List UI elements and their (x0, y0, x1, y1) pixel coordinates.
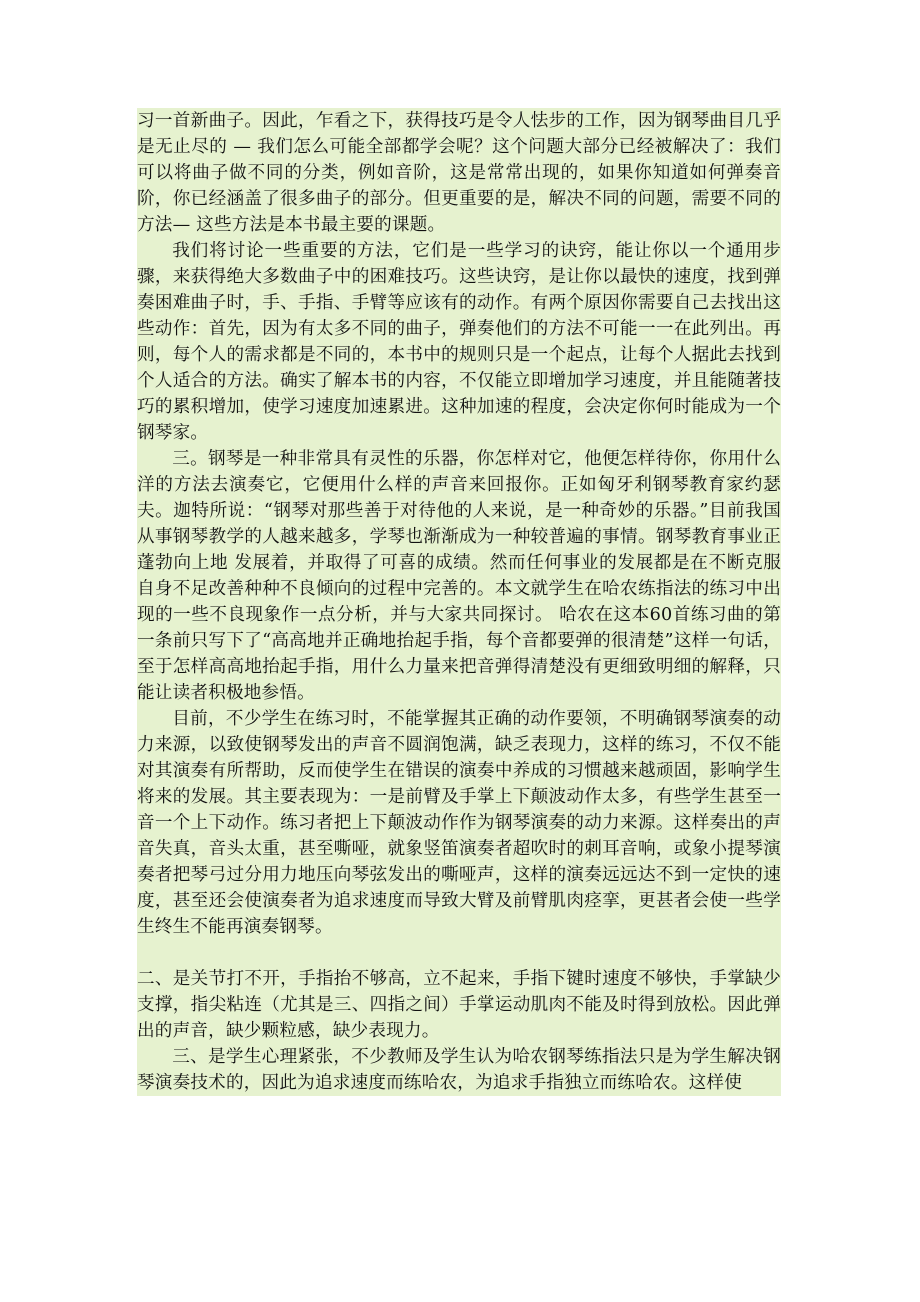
paragraph-5: 二、是关节打不开，手指抬不够高，立不起来，手指下键时速度不够快，手掌缺少支撑，指尖粘连（尤其是三、四指之间）手掌运动肌肉不能及时得到放松。因此弹出的声音，缺少颗粒感，缺少表现力。 (137, 969, 781, 1041)
paragraph-4: 目前，不少学生在练习时，不能掌握其正确的动作要领，不明确钢琴演奏的动力来源，以致使钢琴发出的声音不圆润饱满，缺乏表现力，这样的练习，不仅不能对其演奏有所帮助，反而使学生在错误的演奏中养成的习惯越来越顽固，影响学生将来的发展。其主要表现为：一是前臂及手掌上下颠波动作太多，有些学生甚至一音一个上下动作。练习者把上下颠波动作作为钢琴演奏的动力来源。这样奏出的声音失真，音头太重，甚至嘶哑，就象竖笛演奏者超吹时的刺耳音响，或象小提琴演奏者把琴弓过分用力地压向琴弦发出的嘶哑声，这样的演奏远远达不到一定快的速度，甚至还会使演奏者为追求速度而导致大臂及前臂肌肉痉挛，更甚者会使一些学生终生不能再演奏钢琴。 (137, 709, 781, 937)
paragraph-6: 三、是学生心理紧张，不少教师及学生认为哈农钢琴练指法只是为学生解决钢琴演奏技术的，因此为追求速度而练哈农，为追求手指独立而练哈农。这样使 (137, 1047, 781, 1093)
paragraph-2: 我们将讨论一些重要的方法，它们是一些学习的诀窍，能让你以一个通用步骤，来获得绝大多数曲子中的困难技巧。这些诀窍，是让你以最快的速度，找到弹奏困难曲子时，手、手指、手臂等应该有的动作。有两个原因你需要自己去找出这些动作：首先，因为有太多不同的曲子，弹奏他们的方法不可能一一在此列出。再则，每个人的需求都是不同的，本书中的规则只是一个起点，让每个人据此去找到个人适合的方法。确实了解本书的内容，不仅能立即增加学习速度，并且能随著技巧的累积增加，使学习速度加速累进。这种加速的程度，会决定你何时能成为一个钢琴家。 (137, 241, 781, 443)
paragraph-3: 三。钢琴是一种非常具有灵性的乐器，你怎样对它，他便怎样待你，你用什么洋的方法去演奏它，它便用什么样的声音来回报你。正如匈牙利钢琴教育家约瑟夫。迦特所说：“钢琴对那些善于对待他的人来说，是一种奇妙的乐器。”目前我国从事钢琴教学的人越来越多，学琴也渐渐成为一种较普遍的事情。钢琴教育事业正蓬勃向上地 发展着，并取得了可喜的成绩。然而任何事业的发展都是在不断克服自身不足改善种种不良倾向的过程中完善的。本文就学生在哈农练指法的练习中出现的一些不良现象作一点分析，并与大家共同探讨。 哈农在这本60首练习曲的第一条前只写下了“高高地并正确地抬起手指，每个音都要弹的很清楚”这样一句话，至于怎样高高地抬起手指，用什么力量来把音弹得清楚没有更细致明细的解释，只能让读者积极地参悟。 (137, 449, 781, 703)
paragraph-spacer (137, 940, 781, 966)
paragraph-1: 习一首新曲子。因此，乍看之下，获得技巧是令人怯步的工作，因为钢琴曲目几乎是无止尽的 — 我们怎么可能全部都学会呢？这个问题大部分已经被解决了：我们可以将曲子做不同的分类，例如音阶，这是常常出现的，如果你知道如何弹奏音阶，你已经涵盖了很多曲子的部分。但更重要的是，解决不同的问题，需要不同的方法— 这些方法是本书最主要的课题。 (137, 111, 781, 235)
text-body (137, 108, 781, 1096)
